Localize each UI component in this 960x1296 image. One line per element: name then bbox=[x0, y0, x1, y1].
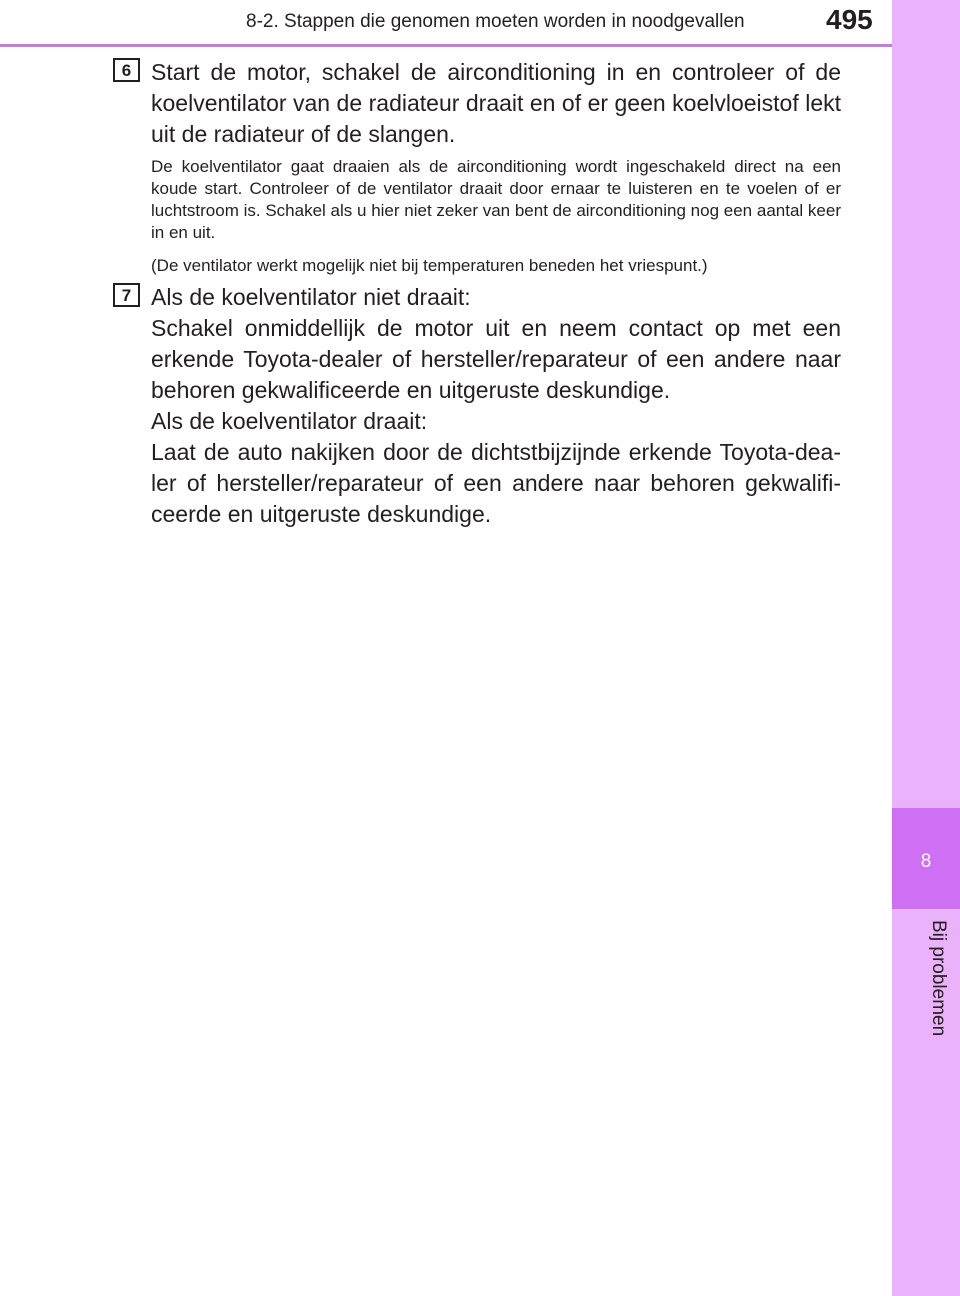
section-title: 8-2. Stappen die genomen moeten worden in noodgevallen bbox=[246, 11, 745, 32]
chapter-number: 8 bbox=[920, 851, 932, 872]
header-divider bbox=[0, 44, 892, 47]
step-number-badge: 6 bbox=[113, 58, 140, 82]
chapter-title: Bij problemen bbox=[928, 920, 949, 1037]
step-instruction: Start de motor, schakel de airconditioning in en controleer of de koelventilator van de radiateur draait en of er geen koelvloeistof lekt uit de radiateur of de slangen. bbox=[151, 59, 841, 147]
step-note: De koelventilator gaat draaien als de airconditioning wordt ingeschakeld direct na een koude start. Controleer of de ventilator draait door ernaar te luisteren en te voelen of er luchtstroom is. Schakel als u hier niet zeker van bent de airconditioning nog een aantal keer in en uit. bbox=[151, 157, 841, 242]
step-instruction: Schakel onmiddellijk de motor uit en neem contact op met een erkende Toyota-dealer of hersteller/reparateur of een andere naar behoren gekwalificeerde en uitgeruste deskundige. bbox=[151, 315, 841, 403]
step-instruction: Laat de auto nakijken door de dichtstbijzijnde erkende Toyota-dea-ler of hersteller/reparateur of een andere naar behoren gekwalifi-ceerde en uitgeruste deskundige. bbox=[151, 439, 841, 527]
step-condition: Als de koelventilator draait: bbox=[151, 408, 428, 434]
page-number: 495 bbox=[826, 4, 873, 35]
step-condition: Als de koelventilator niet draait: bbox=[151, 284, 471, 310]
step-note: (De ventilator werkt mogelijk niet bij temperaturen beneden het vriespunt.) bbox=[151, 256, 708, 275]
step-number-badge: 7 bbox=[113, 283, 140, 307]
chapter-side-tab[interactable] bbox=[892, 0, 960, 1296]
